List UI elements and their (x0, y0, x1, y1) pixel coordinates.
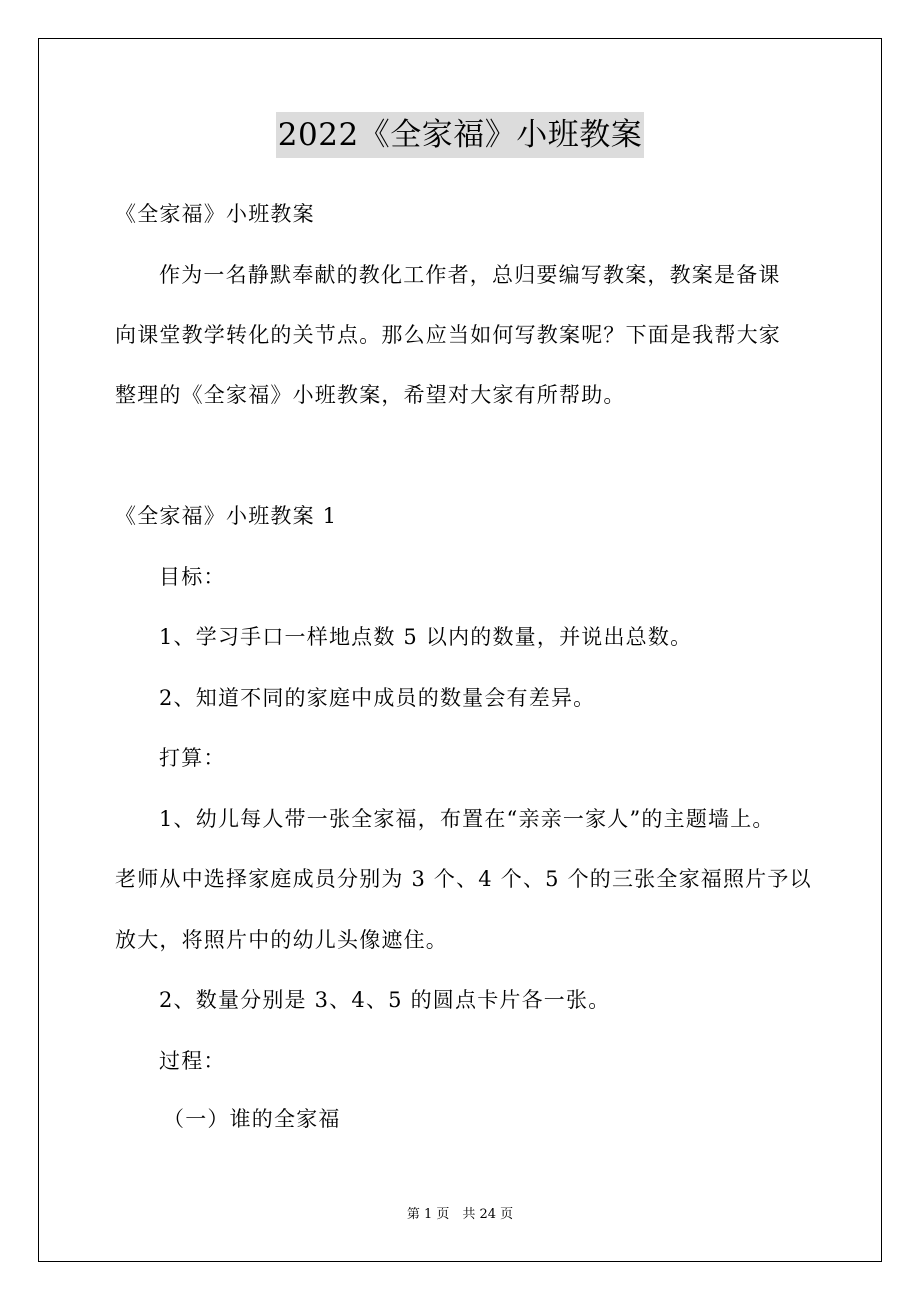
subheading-plan: 打算： (159, 746, 226, 770)
list-item: 1、幼儿每人带一张全家福，布置在“亲亲一家人”的主题墙上。 (159, 807, 775, 831)
list-item: 2、知道不同的家庭中成员的数量会有差异。 (159, 686, 596, 710)
paragraph-line: 老师从中选择家庭成员分别为 3 个、4 个、5 个的三张全家福照片予以 (115, 867, 812, 891)
paragraph-line: 整理的《全家福》小班教案，希望对大家有所帮助。 (115, 383, 626, 407)
page-footer: 第 1 页 共 24 页 (406, 1207, 514, 1222)
document-title: 2022《全家福》小班教案 (276, 112, 644, 158)
list-item: 2、数量分别是 3、4、5 的圆点卡片各一张。 (159, 988, 611, 1012)
paragraph-line: 放大，将照片中的幼儿头像遮住。 (115, 928, 448, 952)
section-heading: 《全家福》小班教案 1 (115, 504, 338, 528)
paragraph-line: 向课堂教学转化的关节点。那么应当如何写教案呢？下面是我帮大家 (115, 323, 781, 347)
subheading-process: 过程： (159, 1049, 226, 1073)
subsection-heading: （一）谁的全家福 (163, 1107, 341, 1131)
paragraph-line: 作为一名静默奉献的教化工作者，总归要编写教案，教案是备课 (159, 263, 781, 287)
title-container (0, 112, 920, 158)
intro-heading: 《全家福》小班教案 (115, 202, 315, 226)
list-item: 1、学习手口一样地点数 5 以内的数量，并说出总数。 (159, 625, 693, 649)
subheading-goal: 目标： (159, 565, 226, 589)
